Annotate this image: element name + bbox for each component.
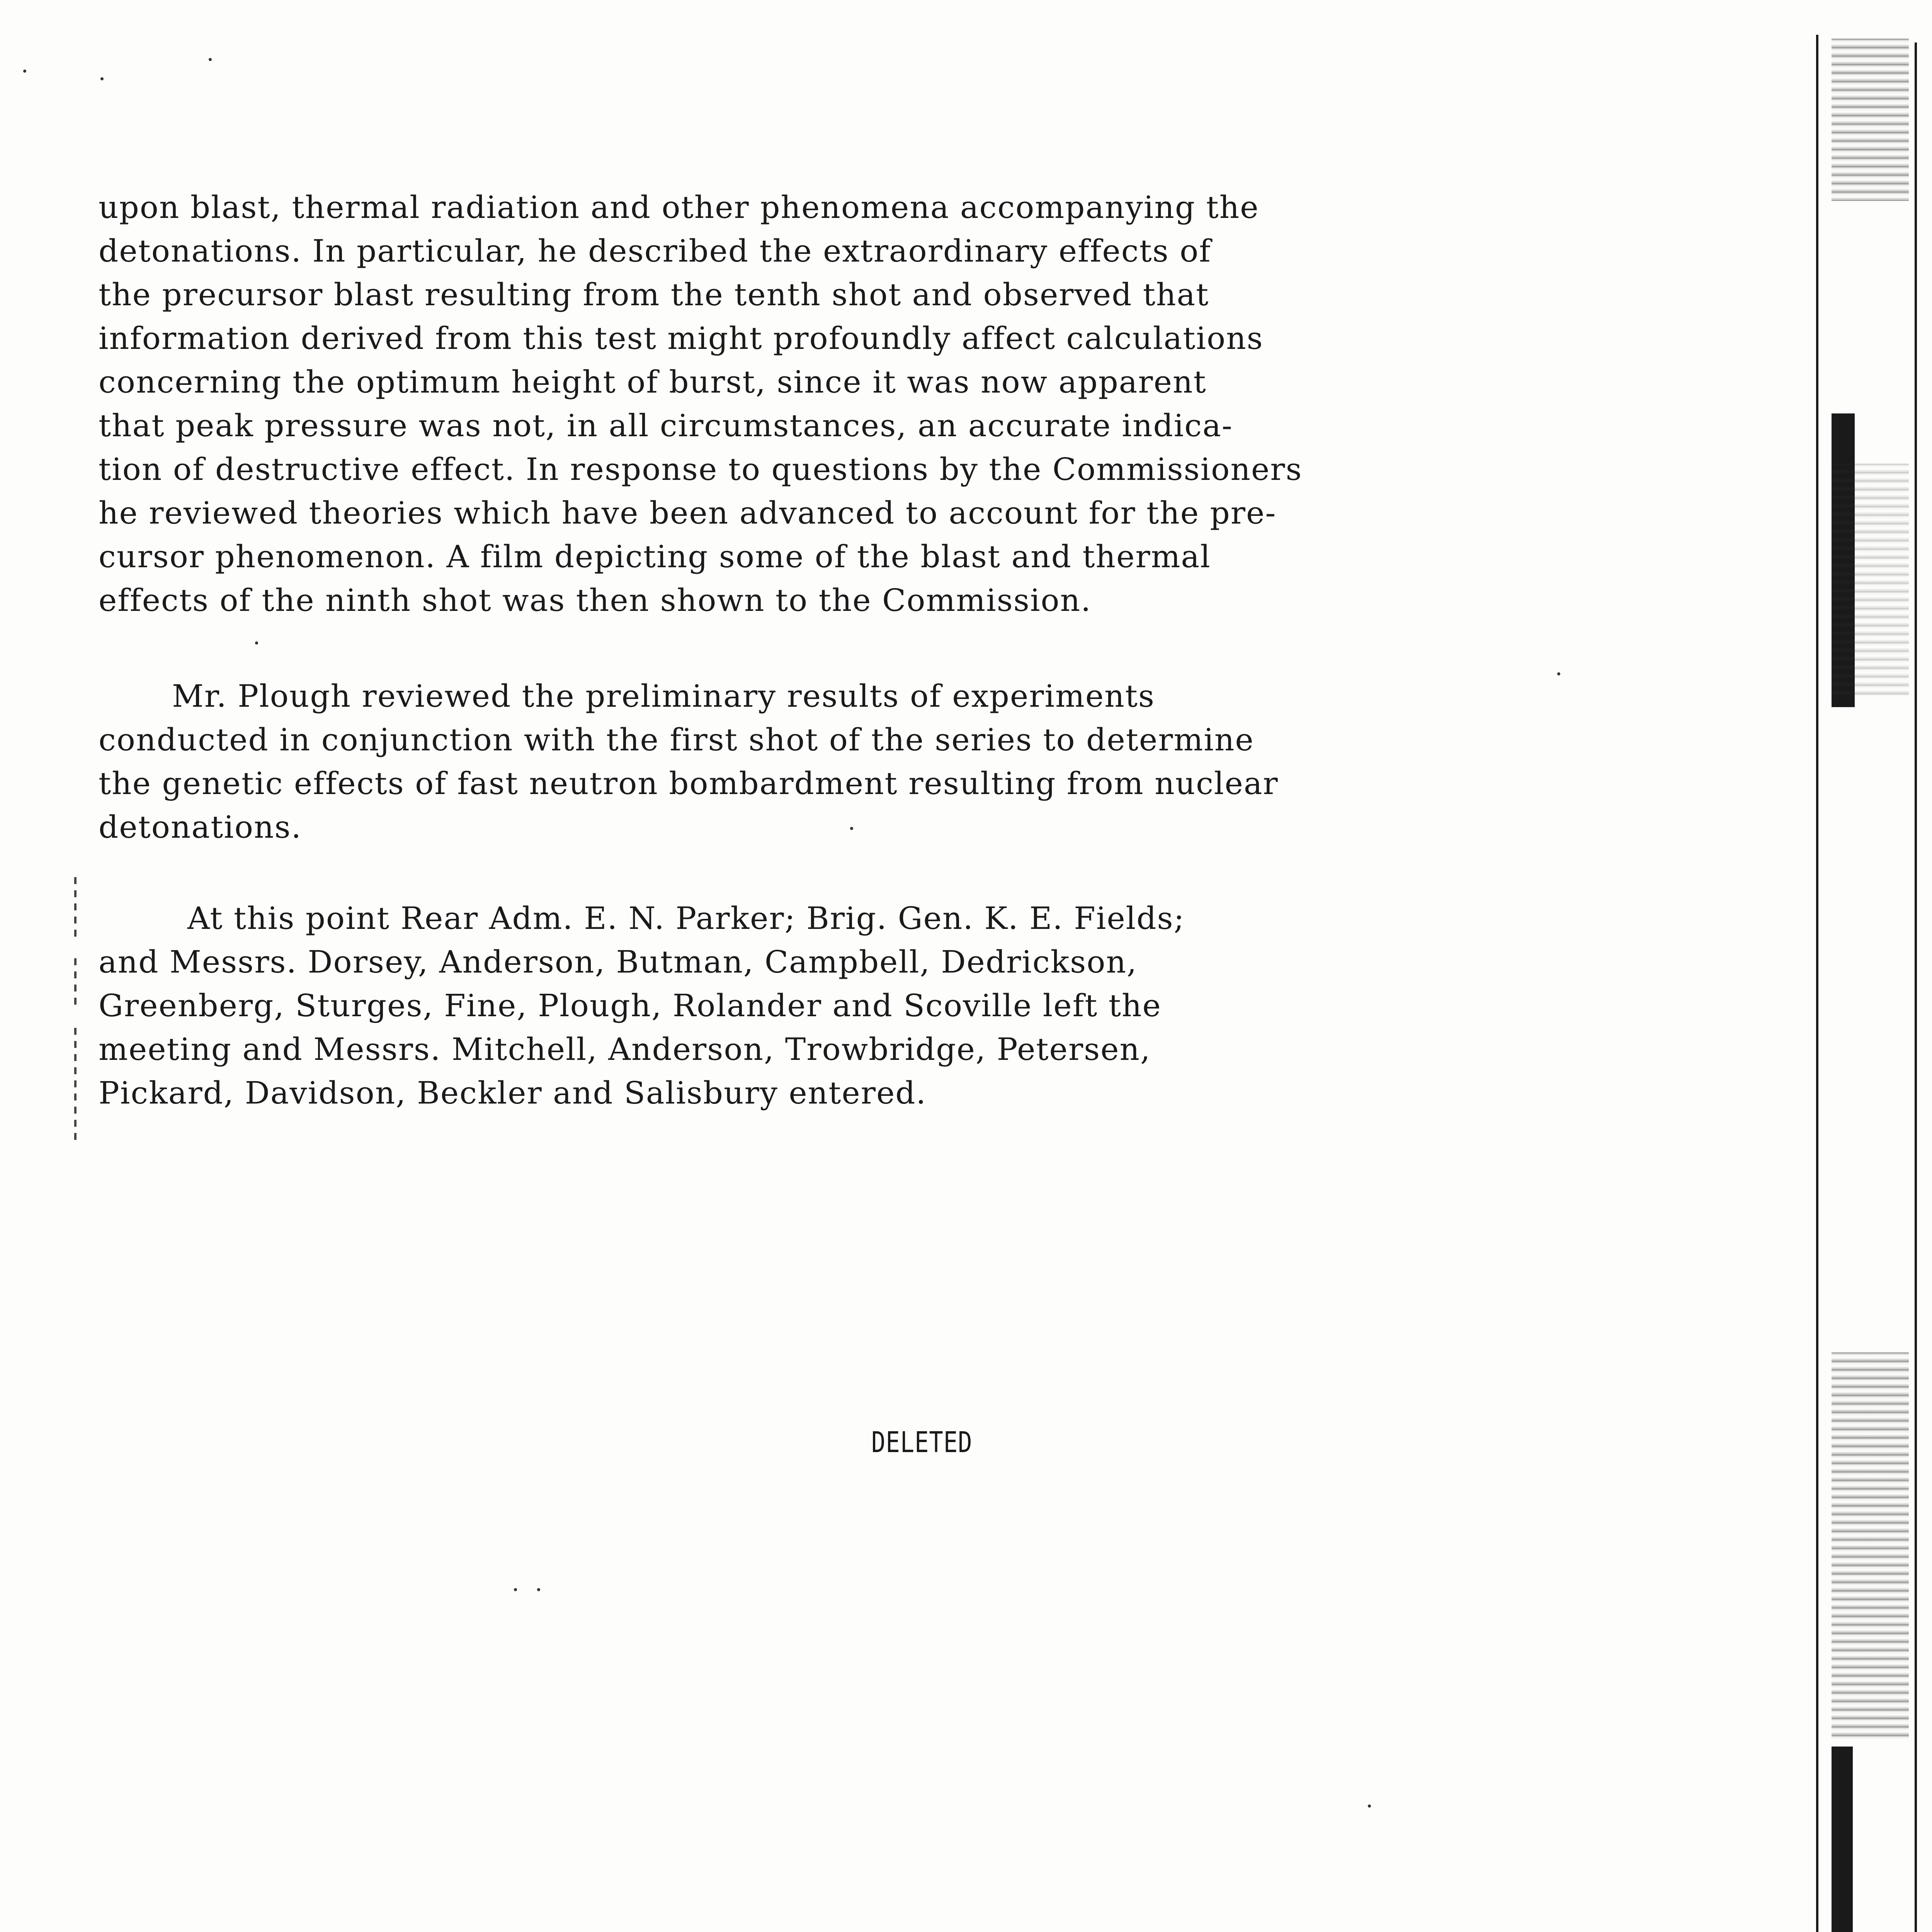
scan-speck: [255, 641, 258, 645]
scan-artifact: [74, 877, 77, 939]
paragraph-attendance: [99, 896, 1185, 1115]
scan-speck: [850, 827, 853, 830]
text-line: information derived from this test might profoundly affect calculations: [99, 320, 1264, 356]
scan-speck: [1368, 1804, 1371, 1808]
text-line: he reviewed theories which have been advanced to account for the pre-: [99, 495, 1277, 531]
text-line: and Messrs. Dorsey, Anderson, Butman, Campbell, Dedrickson,: [99, 944, 1138, 980]
text-line: meeting and Messrs. Mitchell, Anderson, Trowbridge, Petersen,: [99, 1031, 1151, 1067]
text-line: Mr. Plough reviewed the preliminary results of experiments: [172, 678, 1155, 714]
text-line: detonations.: [99, 809, 302, 845]
text-line: the genetic effects of fast neutron bombardment resulting from nuclear: [99, 765, 1279, 801]
scan-speck: [23, 70, 26, 73]
scan-speck: [209, 58, 212, 61]
paragraph-plough-review: [99, 674, 1279, 849]
scan-noise: [1832, 1352, 1909, 1739]
text-line: conducted in conjunction with the first shot of the series to determine: [99, 722, 1254, 758]
text-line: upon blast, thermal radiation and other phenomena accompanying the: [99, 189, 1259, 225]
scan-artifact: [74, 958, 77, 1005]
scan-speck: [537, 1588, 540, 1591]
text-line: detonations. In particular, he described the extraordinary effects of: [99, 233, 1211, 269]
text-line: concerning the optimum height of burst, since it was now apparent: [99, 364, 1207, 400]
text-line: At this point Rear Adm. E. N. Parker; Brig. Gen. K. E. Fields;: [187, 900, 1185, 936]
text-line: that peak pressure was not, in all circumstances, an accurate indica-: [99, 408, 1233, 444]
text-line: Pickard, Davidson, Beckler and Salisbury entered.: [99, 1075, 927, 1111]
scan-shadow-bar: [1832, 1747, 1853, 1932]
text-line: the precursor blast resulting from the tenth shot and observed that: [99, 277, 1209, 313]
scan-border-line: [1915, 43, 1917, 1932]
text-line: cursor phenomenon. A film depicting some of the blast and thermal: [99, 539, 1211, 575]
text-line: tion of destructive effect. In response to questions by the Commissioners: [99, 451, 1303, 487]
scan-artifact: [74, 1028, 77, 1144]
text-line: Greenberg, Sturges, Fine, Plough, Rolander and Scoville left the: [99, 988, 1162, 1024]
scan-noise: [1832, 39, 1909, 201]
text-line: effects of the ninth shot was then shown to the Commission.: [99, 582, 1092, 618]
scan-speck: [100, 77, 104, 80]
scan-noise: [1832, 464, 1909, 696]
scan-speck: [514, 1588, 517, 1591]
scan-border-line: [1816, 35, 1818, 1932]
scan-speck: [1557, 672, 1560, 675]
deleted-stamp: DELETED: [871, 1426, 973, 1459]
paragraph-blast-effects: [99, 185, 1303, 622]
